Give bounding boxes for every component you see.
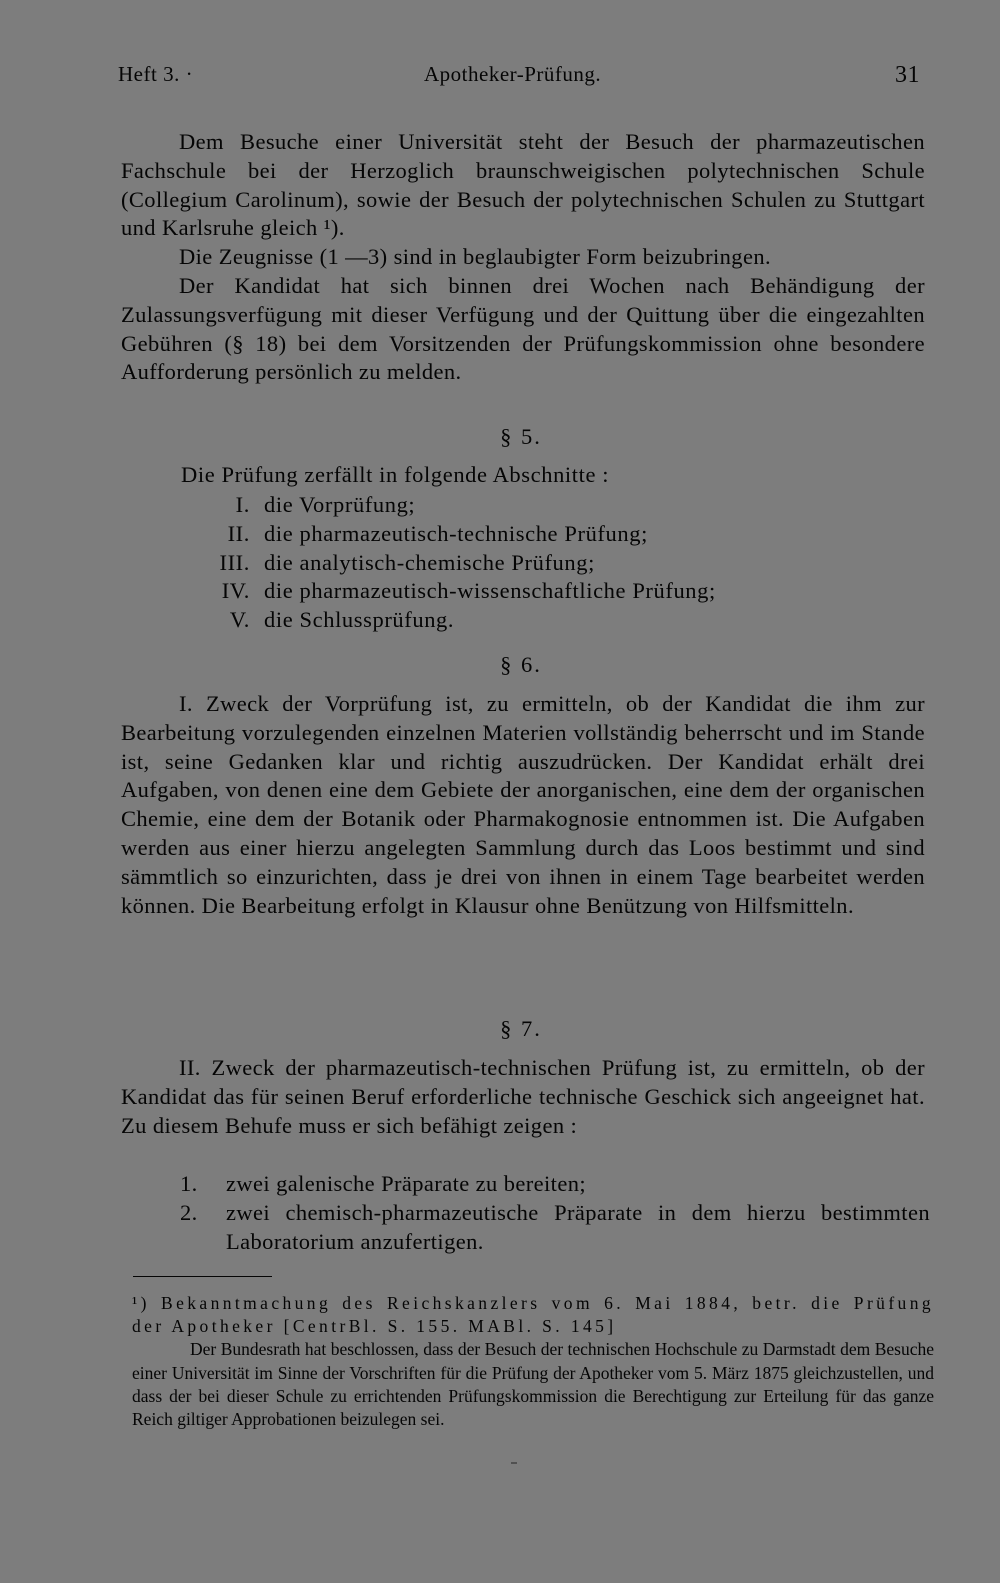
list-number: V. bbox=[229, 607, 250, 633]
preparation-list bbox=[180, 1170, 930, 1256]
list-text: die Vorprüfung; bbox=[264, 492, 416, 517]
text-block-top bbox=[121, 128, 925, 387]
running-header bbox=[118, 62, 920, 96]
text-block-section-7 bbox=[121, 1054, 925, 1140]
list-number: II. bbox=[227, 520, 250, 546]
page-number: 31 bbox=[895, 62, 920, 88]
footnote-1-citation: ¹) Bekanntmachung des Reichskanzlers vom 6. Mai 1884, betr. die Prüfung der Apotheker [CentrBl. S. 155. MABl. S. 145] bbox=[132, 1293, 934, 1337]
section-heading-5: § 5. bbox=[500, 424, 542, 449]
list-text: zwei galenische Präparate zu bereiten; bbox=[226, 1171, 587, 1196]
section-heading-6: § 6. bbox=[500, 652, 542, 677]
list-number: IV. bbox=[221, 578, 250, 604]
header-issue: Heft 3. · bbox=[118, 62, 194, 86]
list-text: die pharmazeutisch-technische Prüfung; bbox=[264, 520, 648, 546]
list-item bbox=[160, 577, 716, 606]
list-item bbox=[160, 520, 648, 549]
paragraph: Dem Besuche einer Universität steht der Besuch der pharmazeutischen Fachschule bei der Herzoglich braunschweigischen polytechnischen Schule (Collegium Carolinum), sowie der Besuch der polytechnischen Schulen zu Stuttgart und Karlsruhe gleich ¹). bbox=[121, 129, 925, 241]
list-text: die pharmazeutisch-wissenschaftliche Prüfung; bbox=[264, 578, 716, 604]
list-text: die analytisch-chemische Prüfung; bbox=[264, 549, 595, 575]
header-title: Apotheker-Prüfung. bbox=[424, 62, 602, 86]
exam-sections-list bbox=[160, 491, 716, 635]
footnotes bbox=[132, 1292, 934, 1431]
list-item bbox=[180, 1170, 930, 1199]
list-item bbox=[160, 606, 455, 635]
list-text: die Schlussprüfung. bbox=[264, 607, 455, 633]
text-block-section-6 bbox=[121, 690, 925, 920]
footnote-divider bbox=[133, 1276, 272, 1277]
print-speck bbox=[511, 1462, 517, 1464]
footnote-1-text: Der Bundesrath hat beschlossen, dass der Besuch der technischen Hochschule zu Darmstadt dem Besuche einer Universität im Sinne der Vorschriften für die Prüfung der Apotheker vom 5. März 1875 gleichzustellen, und dass der bei dieser Schule zu errichtenden Prüfungskommission die Berechtigung zur Erteilung für das ganze Reich giltiger Approbationen beizulegen sei. bbox=[132, 1339, 934, 1430]
list-number: 1. bbox=[180, 1171, 198, 1196]
list-item bbox=[160, 491, 416, 520]
section-heading-7: § 7. bbox=[500, 1016, 542, 1041]
list-item bbox=[180, 1199, 930, 1257]
paragraph: Der Kandidat hat sich binnen drei Wochen nach Behändigung der Zulassungsverfügung mit dieser Verfügung und der Quittung über die eingezahlten Gebühren (§ 18) bei dem Vorsitzenden der Prüfungskommission ohne besondere Aufforderung persönlich zu melden. bbox=[121, 272, 925, 385]
paragraph: II. Zweck der pharmazeutisch-technischen Prüfung ist, zu ermitteln, ob der Kandidat das für seinen Beruf erforderliche technische Geschick sich angeeignet hat. Zu diesem Behufe muss er sich befähigt zeigen : bbox=[121, 1055, 925, 1138]
list-text: zwei chemisch-pharmazeutische Präparate in dem hierzu bestimmten Laboratorium anzufertigen. bbox=[226, 1199, 930, 1254]
list-number: I. bbox=[235, 492, 250, 517]
paragraph: Die Zeugnisse (1 —3) sind in beglaubigter Form beizubringen. bbox=[179, 244, 772, 270]
list-number: III. bbox=[219, 549, 250, 575]
list-item bbox=[160, 549, 595, 578]
paragraph: I. Zweck der Vorprüfung ist, zu ermitteln, ob der Kandidat die ihm zur Bearbeitung vorzulegenden einzelnen Materien vollständig beherrscht und im Stande ist, seine Gedanken klar und richtig auszudrücken. Der Kandidat erhält drei Aufgaben, von denen eine dem Gebiete der anorganischen, eine dem der organischen Chemie, eine dem der Botanik oder Pharmakognosie entnommen ist. Die Aufgaben werden aus einer hierzu angelegten Sammlung durch das Loos bestimmt und sind sämmtlich so einzurichten, dass je drei von ihnen in einem Tage bearbeitet werden können. Die Bearbeitung erfolgt in Klausur ohne Benützung von Hilfsmitteln. bbox=[121, 691, 925, 918]
section-5-intro: Die Prüfung zerfällt in folgende Abschnitte : bbox=[181, 462, 610, 487]
list-number: 2. bbox=[180, 1199, 198, 1225]
